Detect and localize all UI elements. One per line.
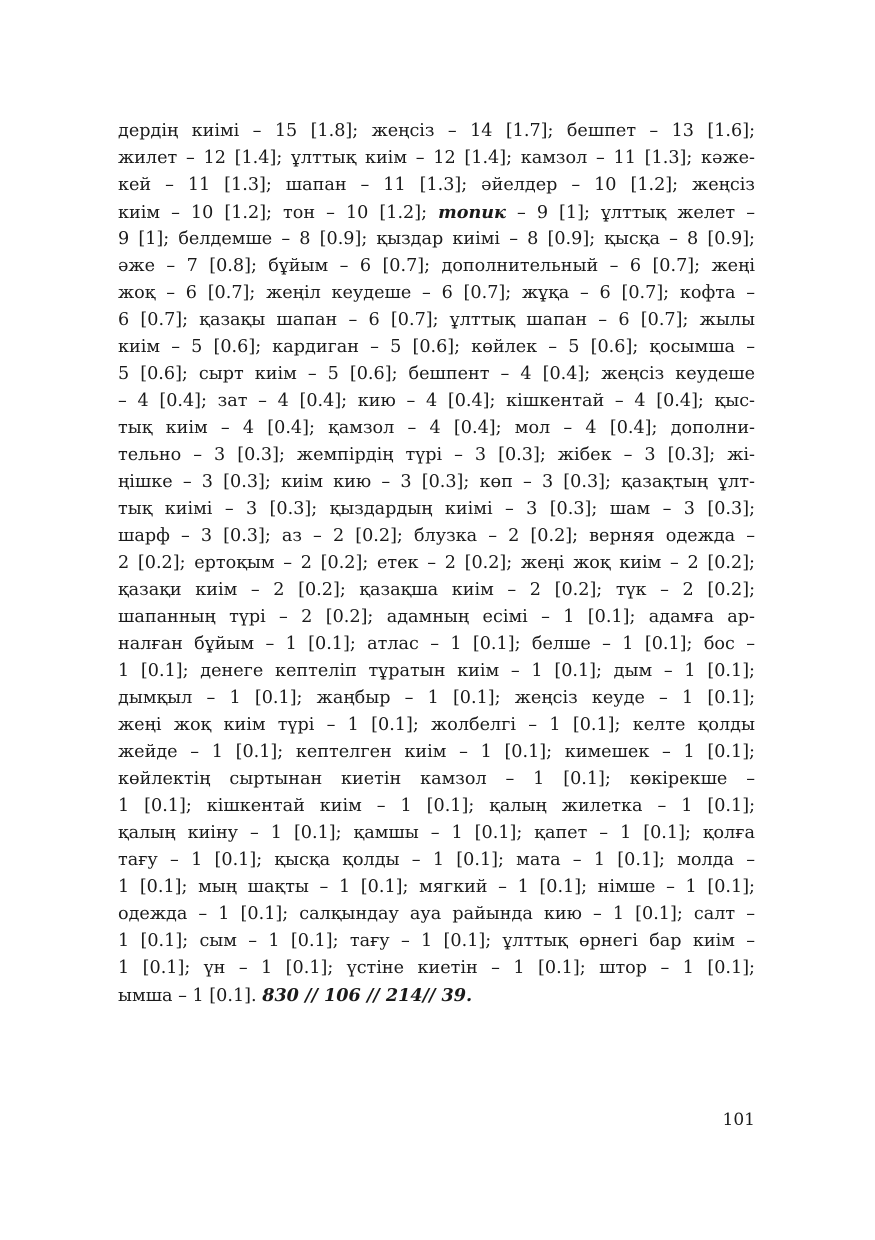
page-number: 101 [722, 1110, 755, 1130]
text-line-22: дымқыл – 1 [0.1]; жаңбыр – 1 [0.1]; жеңсіз кеуде – 1 [0.1]; [118, 688, 755, 708]
text-line-21: 1 [0.1]; денеге кептеліп тұратын киім – 1 [0.1]; дым – 1 [0.1]; [118, 661, 755, 681]
text-line-3: кей – 11 [1.3]; шапан – 11 [1.3]; әйелдер – 10 [1.2]; жеңсіз [118, 175, 755, 195]
text-line-14: ңішке – 3 [0.3]; киім кию – 3 [0.3]; көп – 3 [0.3]; қазақтың ұлт- [118, 472, 755, 492]
text-line-9: киім – 5 [0.6]; кардиган – 5 [0.6]; көйлек – 5 [0.6]; қосымша – [118, 337, 755, 357]
final-statistics: 830 // 106 // 214// 39. [262, 985, 473, 1006]
text-line-4-start: киім – 10 [1.2]; тон – 10 [1.2]; [118, 203, 428, 223]
text-line-32: 1 [0.1]; үн – 1 [0.1]; үстіне киетін – 1 [0.1]; штор – 1 [0.1]; [118, 958, 755, 978]
text-line-15: тық киімі – 3 [0.3]; қыздардың киімі – 3 [0.3]; шам – 3 [0.3]; [118, 499, 755, 519]
text-line-12: тық киім – 4 [0.4]; қамзол – 4 [0.4]; мол – 4 [0.4]; дополни- [118, 418, 755, 438]
text-line-8: 6 [0.7]; қазақы шапан – 6 [0.7]; ұлттық шапан – 6 [0.7]; жылы [118, 310, 755, 330]
text-line-16: шарф – 3 [0.3]; аз – 2 [0.2]; блузка – 2 [0.2]; верняя одежда – [118, 526, 755, 546]
text-line-33 [118, 982, 755, 1009]
text-line-24: жейде – 1 [0.1]; кептелген киім – 1 [0.1]; кимешек – 1 [0.1]; [118, 742, 755, 762]
text-line-10: 5 [0.6]; сырт киім – 5 [0.6]; бешпент – 4 [0.4]; жеңсіз кеудеше [118, 364, 755, 384]
text-line-1: дердің киімі – 15 [1.8]; жеңсіз – 14 [1.7]; бешпет – 13 [1.6]; [118, 121, 755, 141]
text-line-6: әже – 7 [0.8]; бұйым – 6 [0.7]; дополнительный – 6 [0.7]; жеңі [118, 256, 755, 276]
text-line-26: 1 [0.1]; кішкентай киім – 1 [0.1]; қалың жилетка – 1 [0.1]; [118, 796, 755, 816]
text-line-5: 9 [1]; белдемше – 8 [0.9]; қыздар киімі – 8 [0.9]; қысқа – 8 [0.9]; [118, 229, 755, 249]
text-line-28: тағу – 1 [0.1]; қысқа қолды – 1 [0.1]; мата – 1 [0.1]; молда – [118, 850, 755, 870]
text-line-7: жоқ – 6 [0.7]; жеңіл кеудеше – 6 [0.7]; жұқа – 6 [0.7]; кофта – [118, 283, 755, 303]
text-line-25: көйлектің сыртынан киетін камзол – 1 [0.1]; көкірекше – [118, 769, 755, 789]
stimulus-word: топик [438, 202, 506, 223]
text-line-4-end: – 9 [1]; ұлттық желет – [505, 203, 755, 223]
text-line-33-start: ымша – 1 [0.1]. [118, 986, 257, 1006]
text-line-31: 1 [0.1]; сым – 1 [0.1]; тағу – 1 [0.1]; ұлттық өрнегі бар киім – [118, 931, 755, 951]
text-line-19: шапанның түрі – 2 [0.2]; адамның есімі – 1 [0.1]; адамға ар- [118, 607, 755, 627]
text-line-30: одежда – 1 [0.1]; салқындау ауа райында кию – 1 [0.1]; салт – [118, 904, 755, 924]
text-line-17: 2 [0.2]; ертоқым – 2 [0.2]; етек – 2 [0.2]; жеңі жоқ киім – 2 [0.2]; [118, 553, 755, 573]
text-line-4 [118, 199, 755, 226]
body-text [118, 118, 755, 1009]
text-line-18: қазақи киім – 2 [0.2]; қазақша киім – 2 [0.2]; түк – 2 [0.2]; [118, 580, 755, 600]
text-line-23: жеңі жоқ киім түрі – 1 [0.1]; жолбелгі – 1 [0.1]; келте қолды [118, 715, 755, 735]
text-line-13: тельно – 3 [0.3]; жемпірдің түрі – 3 [0.3]; жібек – 3 [0.3]; жі- [118, 445, 755, 465]
text-line-2: жилет – 12 [1.4]; ұлттық киім – 12 [1.4]; камзол – 11 [1.3]; кәже- [118, 148, 755, 168]
text-line-27: қалың киіну – 1 [0.1]; қамшы – 1 [0.1]; қапет – 1 [0.1]; қолға [118, 823, 755, 843]
text-line-20: налған бұйым – 1 [0.1]; атлас – 1 [0.1]; белше – 1 [0.1]; бос – [118, 634, 755, 654]
text-line-29: 1 [0.1]; мың шақты – 1 [0.1]; мягкий – 1 [0.1]; нiмше – 1 [0.1]; [118, 877, 755, 897]
text-line-11: – 4 [0.4]; зат – 4 [0.4]; кию – 4 [0.4]; кішкентай – 4 [0.4]; қыс- [118, 391, 755, 411]
